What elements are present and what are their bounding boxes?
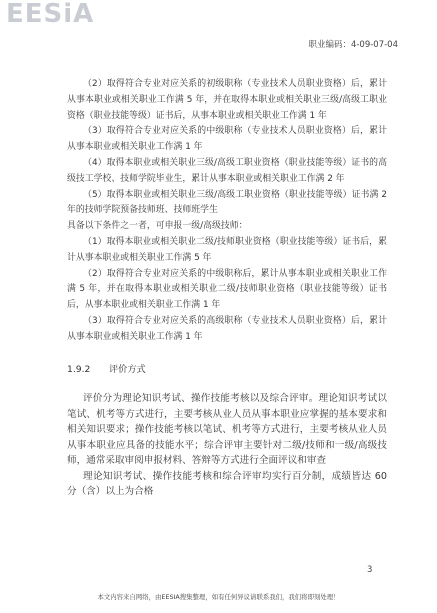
paragraph: （3）取得符合专业对应关系的高级职称（专业技术人员职业资格）后，累计从事本职业或相关职业工作满 1 年	[67, 315, 387, 342]
section-title: 评价方式	[109, 363, 146, 375]
section-body	[67, 391, 387, 500]
document-body	[67, 77, 387, 500]
footer-disclaimer: 本文内容来自网络，由EESIA搜集整理，如有任何异议请联系我们，我们将即刻处理！	[97, 593, 340, 601]
paragraph: （1）取得本职业或相关职业二级/技师职业资格（职业技能等级）证书后，累计从事本职业或相关职业工作满 5 年	[67, 236, 387, 263]
section-heading	[67, 362, 387, 378]
paragraph: （4）取得本职业或相关职业三级/高级工职业资格（职业技能等级）证书的高级技工学校、技师学院毕业生，累计从事本职业或相关职业工作满 2 年	[67, 157, 387, 184]
page-number: 3	[367, 565, 373, 575]
paragraph: 理论知识考试、操作技能考核和综合评审均实行百分制，成绩皆达 60 分（含）以上为合格	[67, 470, 387, 498]
occupation-code: 职业编码：4-09-07-04	[308, 40, 398, 50]
paragraph: （2）取得符合专业对应关系的初级职称（专业技术人员职业资格）后，累计从事本职业或相关职业工作满 5 年，并在取得本职业或相关职业三级/高级工职业资格（职业技能等级）证书后，从事本职业或相关职业工作满 1 年	[67, 79, 387, 121]
section-number: 1.9.2	[67, 363, 91, 375]
paragraph: （3）取得符合专业对应关系的中级职称（专业技术人员职业资格）后，累计从事本职业或相关职业工作满 1 年	[67, 126, 387, 153]
paragraph: （2）取得符合专业对应关系的中级职称后，累计从事本职业或相关职业工作满 5 年，并在取得本职业或相关职业二级/技师职业资格（职业技能等级）证书后，从事本职业或相关职业工作满 1 年	[67, 268, 387, 311]
paragraph: 具备以下条件之一者，可申报一级/高级技师：	[67, 221, 248, 232]
paragraph: 评价分为理论知识考试、操作技能考核以及综合评审。理论知识考试以笔试、机考等方式进行，主要考核从业人员从事本职业应掌握的基本要求和相关知识要求；操作技能考核以笔试、机考等方式进行，主要考核从业人员从事本职业应具备的技能水平；综合评审主要针对二级/技师和一级/高级技师，通常采取审阅申报材料、答辩等方式进行全面评议和审查	[67, 393, 387, 467]
eesia-logo: EESiA	[6, 0, 95, 29]
paragraph: （5）取得本职业或相关职业三级/高级工职业资格（职业技能等级）证书满 2 年的技师学院预备技师班、技师班学生	[67, 189, 387, 216]
